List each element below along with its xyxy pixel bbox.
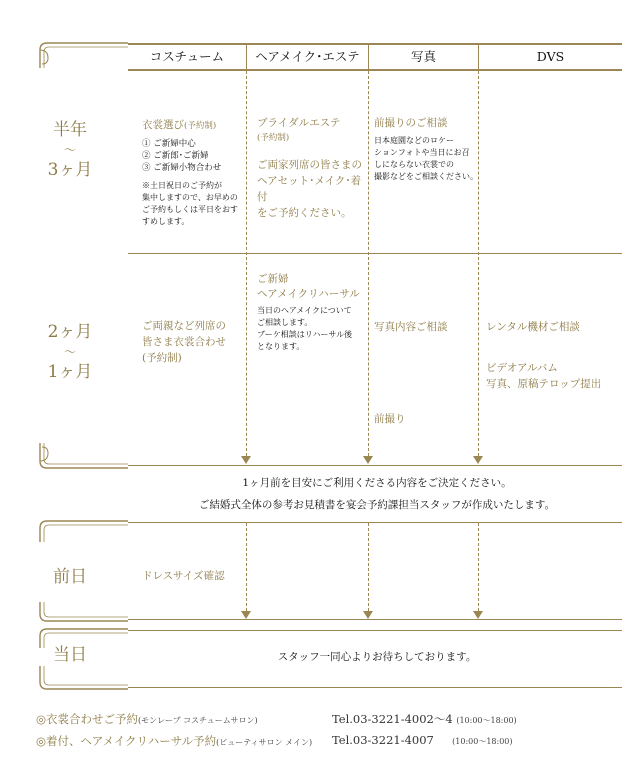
header-bottom-line [128,69,622,71]
column-header-costume: コスチューム [149,49,225,64]
desc-line: ビデオアルバム [486,362,558,374]
phase-six-months: 半年 〜 3ヶ月 [47,120,93,180]
row2-costume-cell [142,318,246,366]
row2-hairmake-cell [257,272,367,353]
footer-hairmake-tel: Tel.03-3221-4007 (10:00〜18:00) [332,733,513,747]
desc-line: ブーケ相談はリハーサル後 [257,330,353,339]
desc-line: 日本庭園などのロケー [374,136,454,145]
arrow-down-icon [363,456,373,464]
note-line: 集中しますので、お早めの [142,193,238,202]
desc-line: ご両家列席の皆さまの [257,159,362,171]
list-item: ② ご新郎･ご新婦 [142,151,209,161]
phase-day-before: 前日 [53,567,87,587]
note-line: ご予約もしくは平日をおす [142,205,238,214]
ornament-day-bottom-icon [38,664,130,692]
phase-two-months: 2ヶ月 〜 1ヶ月 [47,322,93,382]
costume-title: 衣裳選び(予約制) [142,119,217,131]
wedding-day-message: スタッフ一同心よりお待ちしております。 [277,651,477,663]
footer-costume-reservation: ◎衣裳合わせご予約(モンレーブ コスチュームサロン) [36,712,258,726]
pre-shoot-title: 前撮りのご相談 [374,117,448,129]
column-header-dvs: DVS [536,49,565,64]
list-item: ③ ご新婦小物合わせ [142,163,222,173]
photo-consult: 写真内容ご相談 [374,321,448,333]
desc-line: ご両親など列席の [142,320,226,332]
footer-hairmake-reservation: ◎着付、ヘアメイクリハーサル予約(ビューティサロン メイン) [36,734,313,748]
timeline-hairmake-2 [246,523,247,611]
arrow-down-icon [473,456,483,464]
timeline-dvs-1 [478,71,479,456]
esthe-title: ブライダルエステ [257,117,341,129]
footer-costume-tel: Tel.03-3221-4002〜4 (10:00〜18:00) [332,712,517,726]
note-line: ※土日祝日のご予約が [142,181,222,190]
row1-photo-cell [374,116,478,183]
desc-line: しにならない衣裳での [374,160,454,169]
list-item: ① ご新婦中心 [142,139,196,149]
dvs-album [486,360,601,392]
dvs-consult: レンタル機材ご相談 [486,321,580,333]
desc-line: 写真、原稿テロップ提出 [486,378,602,390]
row1-costume-cell [142,118,246,228]
timeline-photo-1 [368,71,369,456]
day-before-end-line [128,619,622,620]
arrow-down-icon [363,611,373,619]
column-header-photo: 写真 [410,49,436,64]
desc-line: 当日のヘアメイクについて [257,306,352,315]
arrow-down-icon [473,611,483,619]
row-divider-line [128,253,622,254]
day-bottom-line [128,687,622,688]
ornament-day-before-bottom-icon [38,600,130,624]
notice-line: ご結婚式全体の参考お見積書を宴会予約課担当スタッフが作成いたします。 [198,499,556,511]
desc-line: ヘアセット･メイク･着付 [257,175,362,203]
timeline-photo-2 [368,523,369,611]
ornament-top-icon [38,40,130,70]
arrow-down-icon [241,611,251,619]
desc-line: 撮影などをご相談ください。 [374,172,478,181]
row1-hairmake-cell [257,116,367,221]
decision-notice [130,472,624,516]
desc-line: ご相談します。 [257,318,313,327]
desc-line: をご予約ください。 [257,207,352,219]
dress-size-check: ドレスサイズ確認 [142,570,225,582]
column-header-hairmake: ヘアメイク･エステ [255,49,360,64]
rehearsal-title: ヘアメイクリハーサル [257,288,360,300]
desc-line: ションフォトや当日にお召 [374,148,470,157]
desc-line: となります。 [257,342,305,351]
day-top-line [128,630,622,631]
phase-wedding-day: 当日 [53,645,87,665]
phase-end-line [128,465,622,466]
arrow-down-icon [241,456,251,464]
timeline-dvs-2 [478,523,479,611]
ornament-bottom-icon [38,441,130,471]
pre-shoot: 前撮り [374,413,406,425]
esthe-note: (予約制) [257,133,290,143]
timeline-hairmake-1 [246,71,247,456]
desc-line: (予約制) [142,352,182,364]
notice-end-line [128,522,622,523]
rehearsal-title: ご新婦 [257,273,289,285]
notice-line: 1ヶ月前を目安にご利用くださる内容をご決定ください。 [242,477,512,489]
header-top-line [128,43,622,45]
desc-line: 皆さま衣裳合わせ [142,336,226,348]
note-line: すめします。 [142,217,190,226]
ornament-day-before-top-icon [38,518,130,544]
